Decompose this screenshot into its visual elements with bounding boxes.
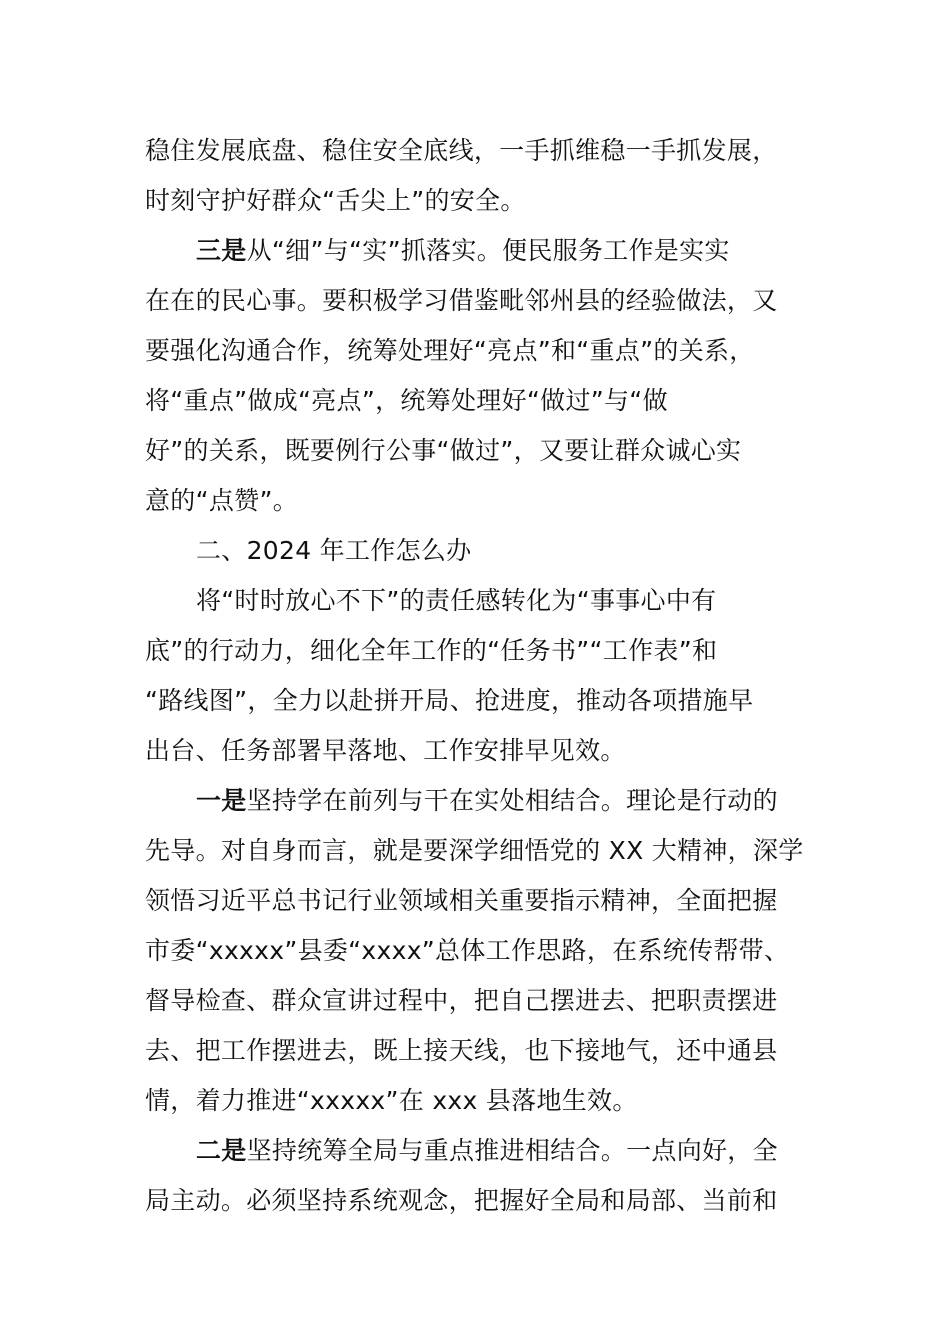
- line-text: 从“细”与“实”抓落实。便民服务工作是实实: [246, 236, 730, 265]
- text-line: [145, 976, 810, 1026]
- text-line: [145, 1176, 810, 1226]
- text-line: [145, 176, 810, 226]
- text-line: [145, 426, 810, 476]
- line-text: “路线图”，全力以赴拼开局、抢进度，推动各项措施早: [145, 686, 754, 715]
- text-line: [145, 1076, 810, 1126]
- text-line: [145, 826, 810, 876]
- line-text: 将“重点”做成“亮点”，统筹处理好“做过”与“做: [145, 386, 668, 415]
- text-line: [145, 376, 810, 426]
- line-text: 领悟习近平总书记行业领域相关重要指示精神，全面把握: [145, 886, 778, 915]
- text-line: [145, 476, 810, 526]
- paragraph-start-line: [145, 1126, 810, 1176]
- line-text: 先导。对自身而言，就是要深学细悟党的 XX 大精神，深学: [145, 836, 804, 865]
- line-text: 坚持学在前列与干在实处相结合。理论是行动的: [246, 786, 778, 815]
- line-text: 要强化沟通合作，统筹处理好“亮点”和“重点”的关系，: [145, 336, 755, 365]
- line-text: 局主动。必须坚持系统观念，把握好全局和局部、当前和: [145, 1186, 778, 1215]
- text-line: [145, 276, 810, 326]
- line-text: 坚持统筹全局与重点推进相结合。一点向好，全: [246, 1136, 778, 1165]
- paragraph-lead: 三是: [196, 236, 247, 265]
- paragraph-start-line: [145, 776, 810, 826]
- text-line: [145, 876, 810, 926]
- text-line: [145, 1026, 810, 1076]
- line-text: 时刻守护好群众“舌尖上”的安全。: [145, 186, 526, 215]
- line-text: 出台、任务部署早落地、工作安排早见效。: [145, 736, 626, 765]
- paragraph-lead: 二是: [196, 1136, 247, 1165]
- text-line: [145, 726, 810, 776]
- line-text: 去、把工作摆进去，既上接天线，也下接地气，还中通县: [145, 1036, 778, 1065]
- line-text: 将“时时放心不下”的责任感转化为“事事心中有: [196, 586, 717, 615]
- heading-text: 二、2024 年工作怎么办: [196, 536, 472, 565]
- paragraph-lead: 一是: [196, 786, 247, 815]
- line-text: 意的“点赞”。: [145, 486, 299, 515]
- line-text: 督导检查、群众宣讲过程中，把自己摆进去、把职责摆进: [145, 986, 778, 1015]
- text-line: [145, 126, 810, 176]
- text-line: [145, 626, 810, 676]
- section-heading: [145, 526, 810, 576]
- line-text: 好”的关系，既要例行公事“做过”，又要让群众诚心实: [145, 436, 742, 465]
- line-text: 情，着力推进“xxxxx”在 xxx 县落地生效。: [145, 1086, 638, 1115]
- line-text: 稳住发展底盘、稳住安全底线，一手抓维稳一手抓发展，: [145, 136, 778, 165]
- paragraph-start-line: [145, 576, 810, 626]
- document-body: [145, 126, 810, 1226]
- line-text: 底”的行动力，细化全年工作的“任务书”“工作表”和: [145, 636, 718, 665]
- text-line: [145, 326, 810, 376]
- paragraph-start-line: [145, 226, 810, 276]
- text-line: [145, 926, 810, 976]
- text-line: [145, 676, 810, 726]
- line-text: 在在的民心事。要积极学习借鉴毗邻州县的经验做法，又: [145, 286, 778, 315]
- line-text: 市委“xxxxx”县委“xxxx”总体工作思路，在系统传帮带、: [145, 936, 790, 965]
